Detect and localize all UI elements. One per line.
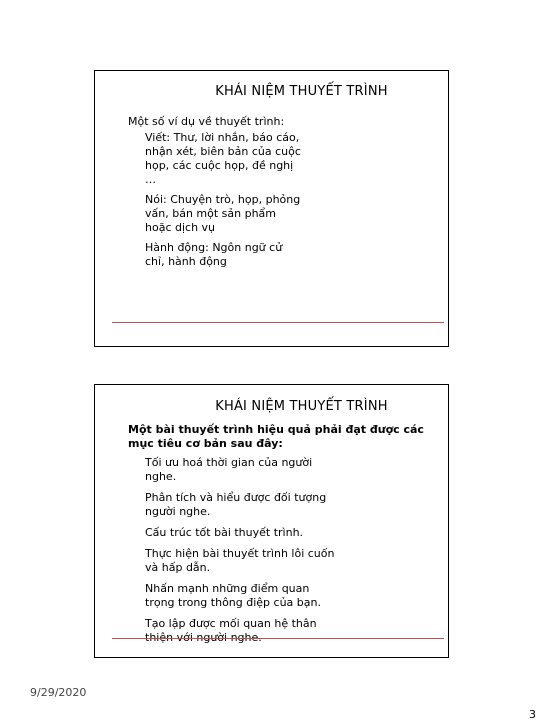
- slide-2-bullet-1: Tối ưu hoá thời gian của người nghe.: [145, 456, 313, 483]
- slide-1-title: KHÁI NIỆM THUYẾT TRÌNH: [215, 84, 388, 99]
- slide-1-bullet-1: Viết: Thư, lời nhắn, báo cáo, nhận xét, biên bản của cuộc họp, các cuộc họp, đề nghị …: [145, 131, 301, 186]
- slide-2-intro: Một bài thuyết trình hiệu quả phải đạt được các mục tiêu cơ bản sau đây:: [128, 423, 424, 450]
- slide-1-divider: [112, 322, 444, 323]
- slide-2-bullet-2: Phân tích và hiểu được đối tượng người nghe.: [145, 491, 327, 518]
- slide-1-bullet-3: Hành động: Ngôn ngữ cử chỉ, hành động: [145, 241, 283, 268]
- slide-1-bullet-2-text: Nói: Chuyện trò, họp, phỏng vấn, bán một sản phẩm: [145, 193, 301, 220]
- slide-2-title: KHÁI NIỆM THUYẾT TRÌNH: [215, 399, 388, 414]
- slide-2: [94, 384, 449, 658]
- slide-2-bullet-4: Thực hiện bài thuyết trình lôi cuốn và hấp dẫn.: [145, 547, 335, 574]
- slide-2-divider: [112, 638, 444, 639]
- slide-2-content: [128, 423, 438, 652]
- slide-1-content: [128, 115, 438, 275]
- footer-date: 9/29/2020: [30, 686, 87, 699]
- page-number: 3: [529, 708, 536, 721]
- slide-1-bullet-2: [145, 193, 305, 235]
- slide-1-intro: Một số ví dụ về thuyết trình:: [128, 115, 285, 128]
- slide-2-bullet-5: Nhấn mạnh những điểm quan trọng trong thông điệp của bạn.: [145, 582, 321, 609]
- slide-2-bullet-3: Cấu trúc tốt bài thuyết trình.: [145, 526, 304, 539]
- slide-2-bullet-6: Tạo lập được mối quan hệ thân thiện với người nghe.: [145, 617, 317, 644]
- slide-1: [94, 70, 449, 347]
- slide-1-bullet-2-tail: hoặc dịch vụ: [145, 221, 216, 234]
